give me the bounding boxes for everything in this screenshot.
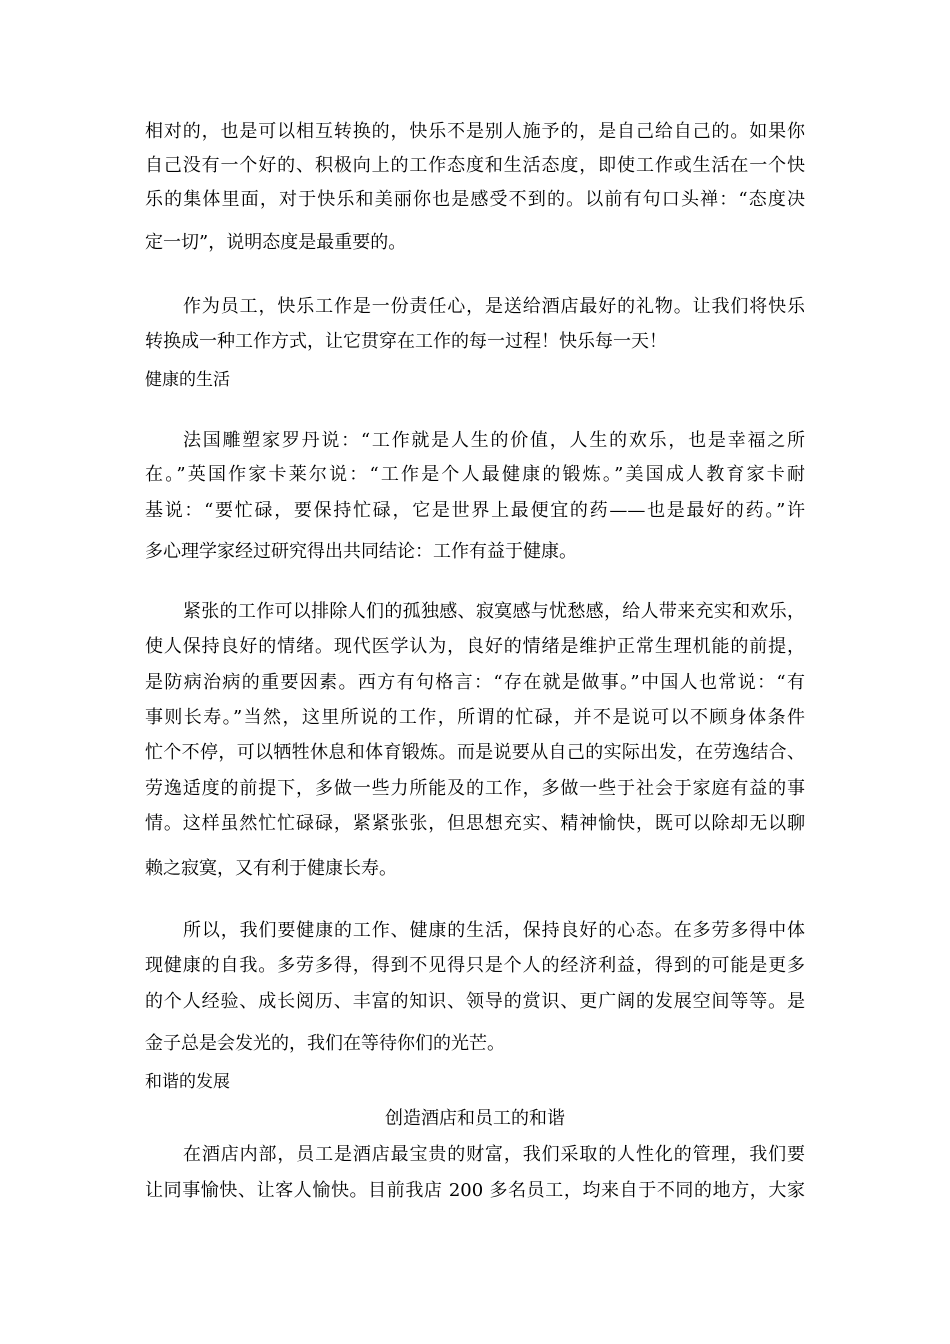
paragraph-line: 的个人经验、成长阅历、丰富的知识、领导的赏识、更广阔的发展空间等等。是 <box>145 991 805 1012</box>
paragraph-line: 所以，我们要健康的工作、健康的生活，保持良好的心态。在多劳多得中体 <box>183 920 805 941</box>
paragraph-line: 转换成一种工作方式，让它贯穿在工作的每一过程！快乐每一天！ <box>145 331 667 352</box>
paragraph-line: 定一切”，说明态度是最重要的。 <box>145 232 407 253</box>
paragraph-line: 是防病治病的重要因素。西方有句格言：“存在就是做事。”中国人也常说：“有 <box>145 672 805 693</box>
paragraph-line: 情。这样虽然忙忙碌碌，紧紧张张，但思想充实、精神愉快，既可以除却无以聊 <box>145 813 805 834</box>
paragraph-line: 乐的集体里面，对于快乐和美丽你也是感受不到的。以前有句口头禅：“态度决 <box>145 189 805 210</box>
paragraph-line: 事则长寿。”当然，这里所说的工作，所谓的忙碌，并不是说可以不顾身体条件 <box>145 707 805 728</box>
paragraph-line: 在酒店内部，员工是酒店最宝贵的财富，我们采取的人性化的管理，我们要 <box>183 1144 805 1165</box>
paragraph-line: 法国雕塑家罗丹说：“工作就是人生的价值，人生的欢乐，也是幸福之所 <box>183 430 805 451</box>
paragraph-line: 多心理学家经过研究得出共同结论：工作有益于健康。 <box>145 541 577 562</box>
paragraph-line: 使人保持良好的情绪。现代医学认为，良好的情绪是维护正常生理机能的前提， <box>145 636 805 657</box>
paragraph-line: 现健康的自我。多劳多得，得到不见得只是个人的经济利益，得到的可能是更多 <box>145 955 805 976</box>
section-heading: 健康的生活 <box>145 370 230 390</box>
paragraph-line: 金子总是会发光的，我们在等待你们的光芒。 <box>145 1033 505 1054</box>
paragraph-line: 相对的，也是可以相互转换的，快乐不是别人施予的，是自己给自己的。如果你 <box>145 121 805 142</box>
center-title: 创造酒店和员工的和谐 <box>385 1108 565 1129</box>
section-heading: 和谐的发展 <box>145 1072 230 1092</box>
paragraph-line: 作为员工，快乐工作是一份责任心，是送给酒店最好的礼物。让我们将快乐 <box>183 296 805 317</box>
paragraph-line: 劳逸适度的前提下，多做一些力所能及的工作，多做一些于社会于家庭有益的事 <box>145 778 805 799</box>
paragraph-line: 忙个不停，可以牺牲休息和体育锻炼。而是说要从自己的实际出发，在劳逸结合、 <box>145 742 805 763</box>
paragraph-line: 让同事愉快、让客人愉快。目前我店 200 多名员工，均来自于不同的地方，大家 <box>145 1180 805 1201</box>
paragraph-line: 在。”英国作家卡莱尔说：“工作是个人最健康的锻炼。”美国成人教育家卡耐 <box>145 464 805 485</box>
paragraph-line: 自己没有一个好的、积极向上的工作态度和生活态度，即使工作或生活在一个快 <box>145 155 805 176</box>
paragraph-line: 基说：“要忙碌，要保持忙碌，它是世界上最便宜的药——也是最好的药。”许 <box>145 500 805 521</box>
paragraph-line: 赖之寂寞，又有利于健康长寿。 <box>145 858 397 879</box>
paragraph-line: 紧张的工作可以排除人们的孤独感、寂寞感与忧愁感，给人带来充实和欢乐， <box>183 601 805 622</box>
